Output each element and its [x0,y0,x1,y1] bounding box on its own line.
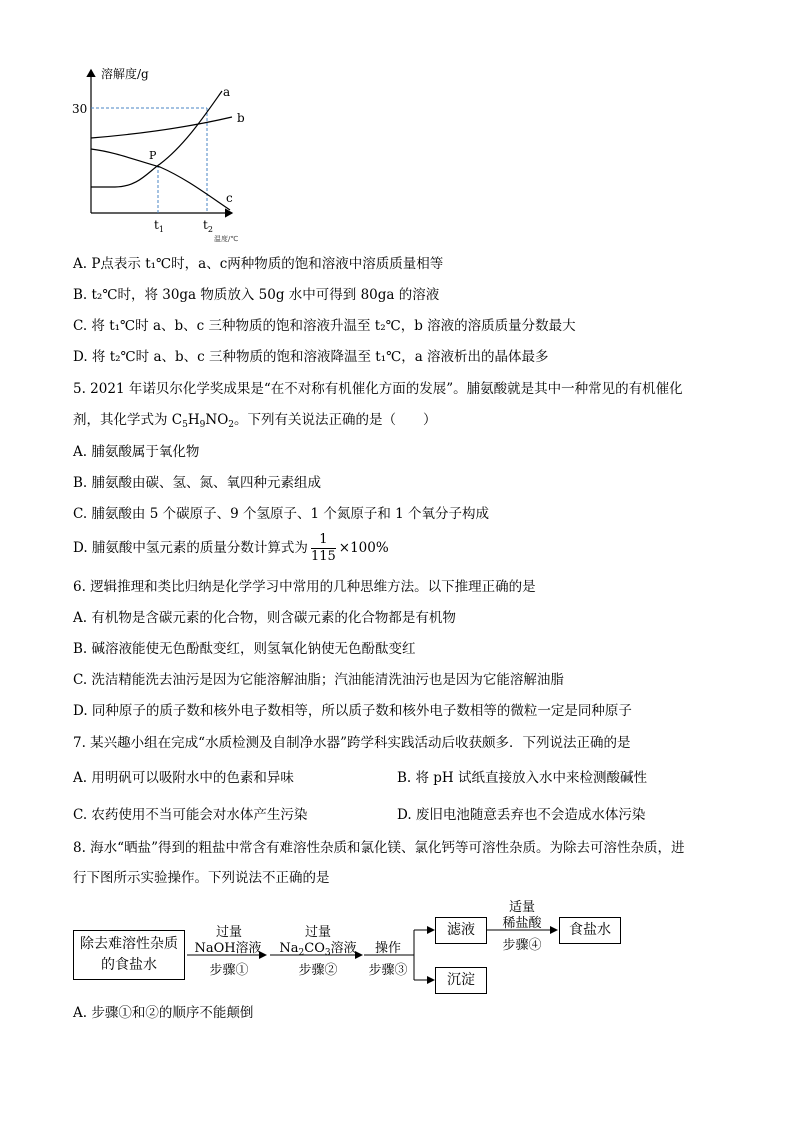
y-axis-label: 溶解度/g [101,67,149,81]
step2-amount: 过量 [304,925,331,940]
q4-option-c: C. 将 t₁℃时 a、b、c 三种物质的饱和溶液升温至 t₂℃，b 溶液的溶质质量分数最大 [73,318,576,334]
salt-water-box: 食盐水 [559,917,621,944]
q4-option-b: B. t₂℃时，将 30ga 物质放入 50g 水中可得到 80ga 的溶液 [73,287,440,303]
q8-stem-line1: 8. 海水“晒盐”得到的粗盐中常含有难溶性杂质和氯化镁、氯化钙等可溶性杂质。为除去可溶性杂质，进 [73,840,685,856]
precipitate-box: 沉淀 [435,967,487,994]
q7-option-b: B. 将 pH 试纸直接放入水中来检测酸碱性 [397,770,648,786]
flow-start-line1: 除去难溶性杂质 [80,936,178,952]
flow-start-box [73,930,185,980]
q6-option-a: A. 有机物是含碳元素的化合物，则含碳元素的化合物都是有机物 [73,610,456,626]
q4-option-a: A. P点表示 t₁℃时，a、c两种物质的饱和溶液中溶质质量相等 [73,256,444,272]
q8-option-a: A. 步骤①和②的顺序不能颠倒 [73,1005,254,1021]
step3-label: 步骤③ [368,963,408,978]
q6-option-b: B. 碱溶液能使无色酚酞变红，则氢氧化钠使无色酚酞变红 [73,641,416,657]
q5-option-b: B. 脯氨酸由碳、氢、氮、氧四种元素组成 [73,475,322,491]
q6-option-c: C. 洗洁精能洗去油污是因为它能溶解油脂；汽油能清洗油污也是因为它能溶解油脂 [73,672,564,688]
step2-label: 步骤② [298,963,338,978]
point-p-label: P [149,149,157,162]
step2-reagent: $Na_2CO_3$溶液 [279,941,357,958]
step1-label: 步骤① [209,963,249,978]
step4-amount: 适量 [508,900,535,915]
q7-option-a: A. 用明矾可以吸附水中的色素和异味 [73,770,294,786]
q7-option-c: C. 农药使用不当可能会对水体产生污染 [73,807,308,823]
q4-option-d: D. 将 t₂℃时 a、b、c 三种物质的饱和溶液降温至 t₁℃，a 溶液析出的晶体最多 [73,349,549,365]
step4-reagent: 稀盐酸 [502,916,542,931]
step3-operation: 操作 [374,941,401,956]
y-tick-30: 30 [72,102,88,116]
curve-c-label: c [226,191,233,205]
mass-fraction: $\frac{1}{115}$ [310,532,336,564]
filtrate-box: 滤液 [435,917,487,944]
q6-stem: 6. 逻辑推理和类比归纳是化学学习中常用的几种思维方法。以下推理正确的是 [73,579,536,595]
curve-a-label: a [223,85,231,99]
q5-option-c: C. 脯氨酸由 5 个碳原子、9 个氢原子、1 个氮原子和 1 个氧分子构成 [73,506,490,522]
step4-label: 步骤④ [502,938,542,953]
q7-stem: 7. 某兴趣小组在完成“水质检测及自制净水器”跨学科实践活动后收获颇多．下列说法正确的是 [73,735,631,751]
t2-label: $t_2$ [203,218,213,234]
x-axis-label: 温度/℃ [214,235,239,243]
q5-option-d: D. 脯氨酸中氢元素的质量分数计算式为 $\frac{1}{115}$ ×100% [73,532,389,564]
curve-b-label: b [237,111,245,125]
q5-stem-line1: 5. 2021 年诺贝尔化学奖成果是“在不对称有机催化方面的发展”。脯氨酸就是其中一种常见的有机催化 [73,381,683,397]
flow-start-line2: 的食盐水 [101,957,157,973]
q6-option-d: D. 同种原子的质子数和核外电子数相等，所以质子数和核外电子数相等的微粒一定是同种原子 [73,703,632,719]
q5-option-a: A. 脯氨酸属于氧化物 [73,444,200,460]
step1-reagent: NaOH溶液 [194,941,262,956]
q8-stem-line2: 行下图所示实验操作。下列说法不正确的是 [73,870,330,886]
q7-option-d: D. 废旧电池随意丢弃也不会造成水体污染 [397,807,646,823]
step1-amount: 过量 [215,925,242,940]
t1-label: $t_1$ [154,218,164,234]
q5-stem-line2: 剂，其化学式为 $C_5H_9NO_2$。下列有关说法正确的是（ ） [73,412,437,430]
